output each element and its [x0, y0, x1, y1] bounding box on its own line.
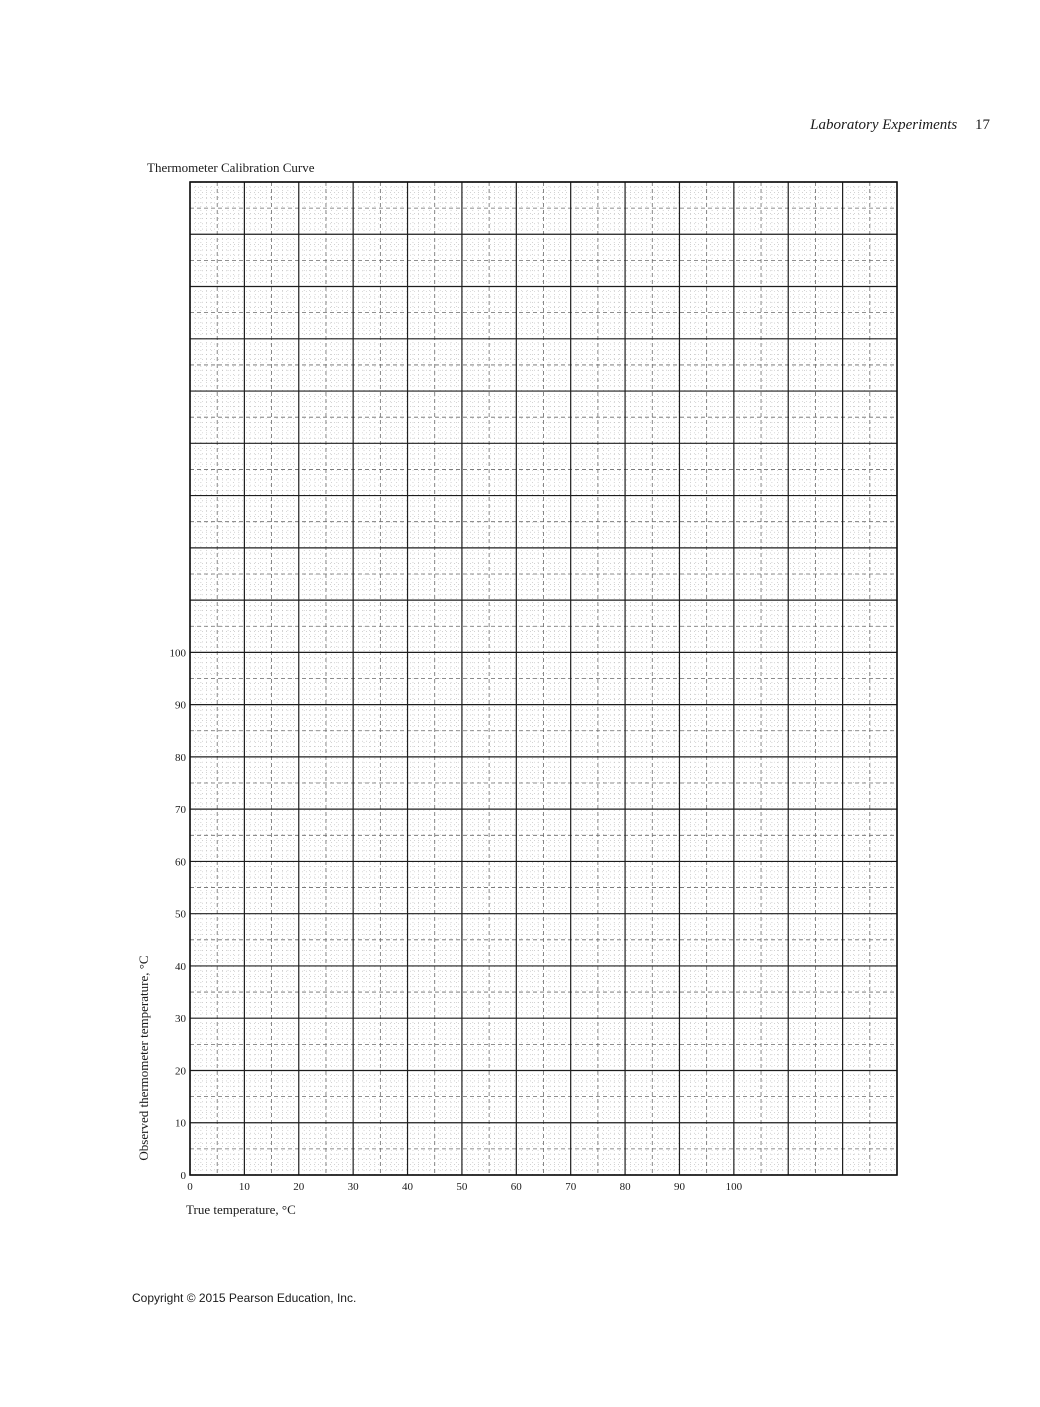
x-tick-label: 70: [565, 1181, 577, 1193]
x-tick-label: 90: [673, 1181, 685, 1193]
y-tick-label: 90: [175, 699, 186, 712]
x-tick-label: 80: [619, 1181, 631, 1193]
x-tick-label: 0: [187, 1181, 193, 1193]
y-tick-label: 40: [175, 960, 186, 973]
x-tick-label: 30: [347, 1181, 359, 1193]
y-tick-label: 0: [180, 1170, 186, 1182]
y-axis-label: Observed thermometer temperature, °C: [136, 955, 151, 1161]
y-tick-label: 60: [175, 856, 186, 869]
section-title: Laboratory Experiments: [810, 117, 958, 133]
x-tick-label: 100: [725, 1181, 743, 1193]
y-tick-label: 80: [175, 751, 186, 764]
chart-title: Thermometer Calibration Curve: [147, 160, 315, 175]
x-tick-label: 40: [402, 1181, 414, 1193]
y-tick-label: 70: [175, 804, 186, 817]
x-tick-label: 10: [238, 1181, 250, 1193]
x-tick-label: 60: [510, 1181, 522, 1193]
x-axis-label: True temperature, °C: [186, 1202, 296, 1217]
page-number: 17: [975, 117, 990, 133]
y-tick-label: 50: [175, 908, 186, 921]
y-tick-label: 100: [169, 647, 186, 660]
x-tick-label: 50: [456, 1181, 468, 1193]
y-tick-label: 20: [175, 1065, 186, 1078]
copyright-notice: Copyright © 2015 Pearson Education, Inc.: [132, 1291, 357, 1305]
y-tick-label: 10: [175, 1117, 186, 1130]
y-tick-label: 30: [175, 1013, 186, 1026]
x-tick-label: 20: [293, 1181, 305, 1193]
